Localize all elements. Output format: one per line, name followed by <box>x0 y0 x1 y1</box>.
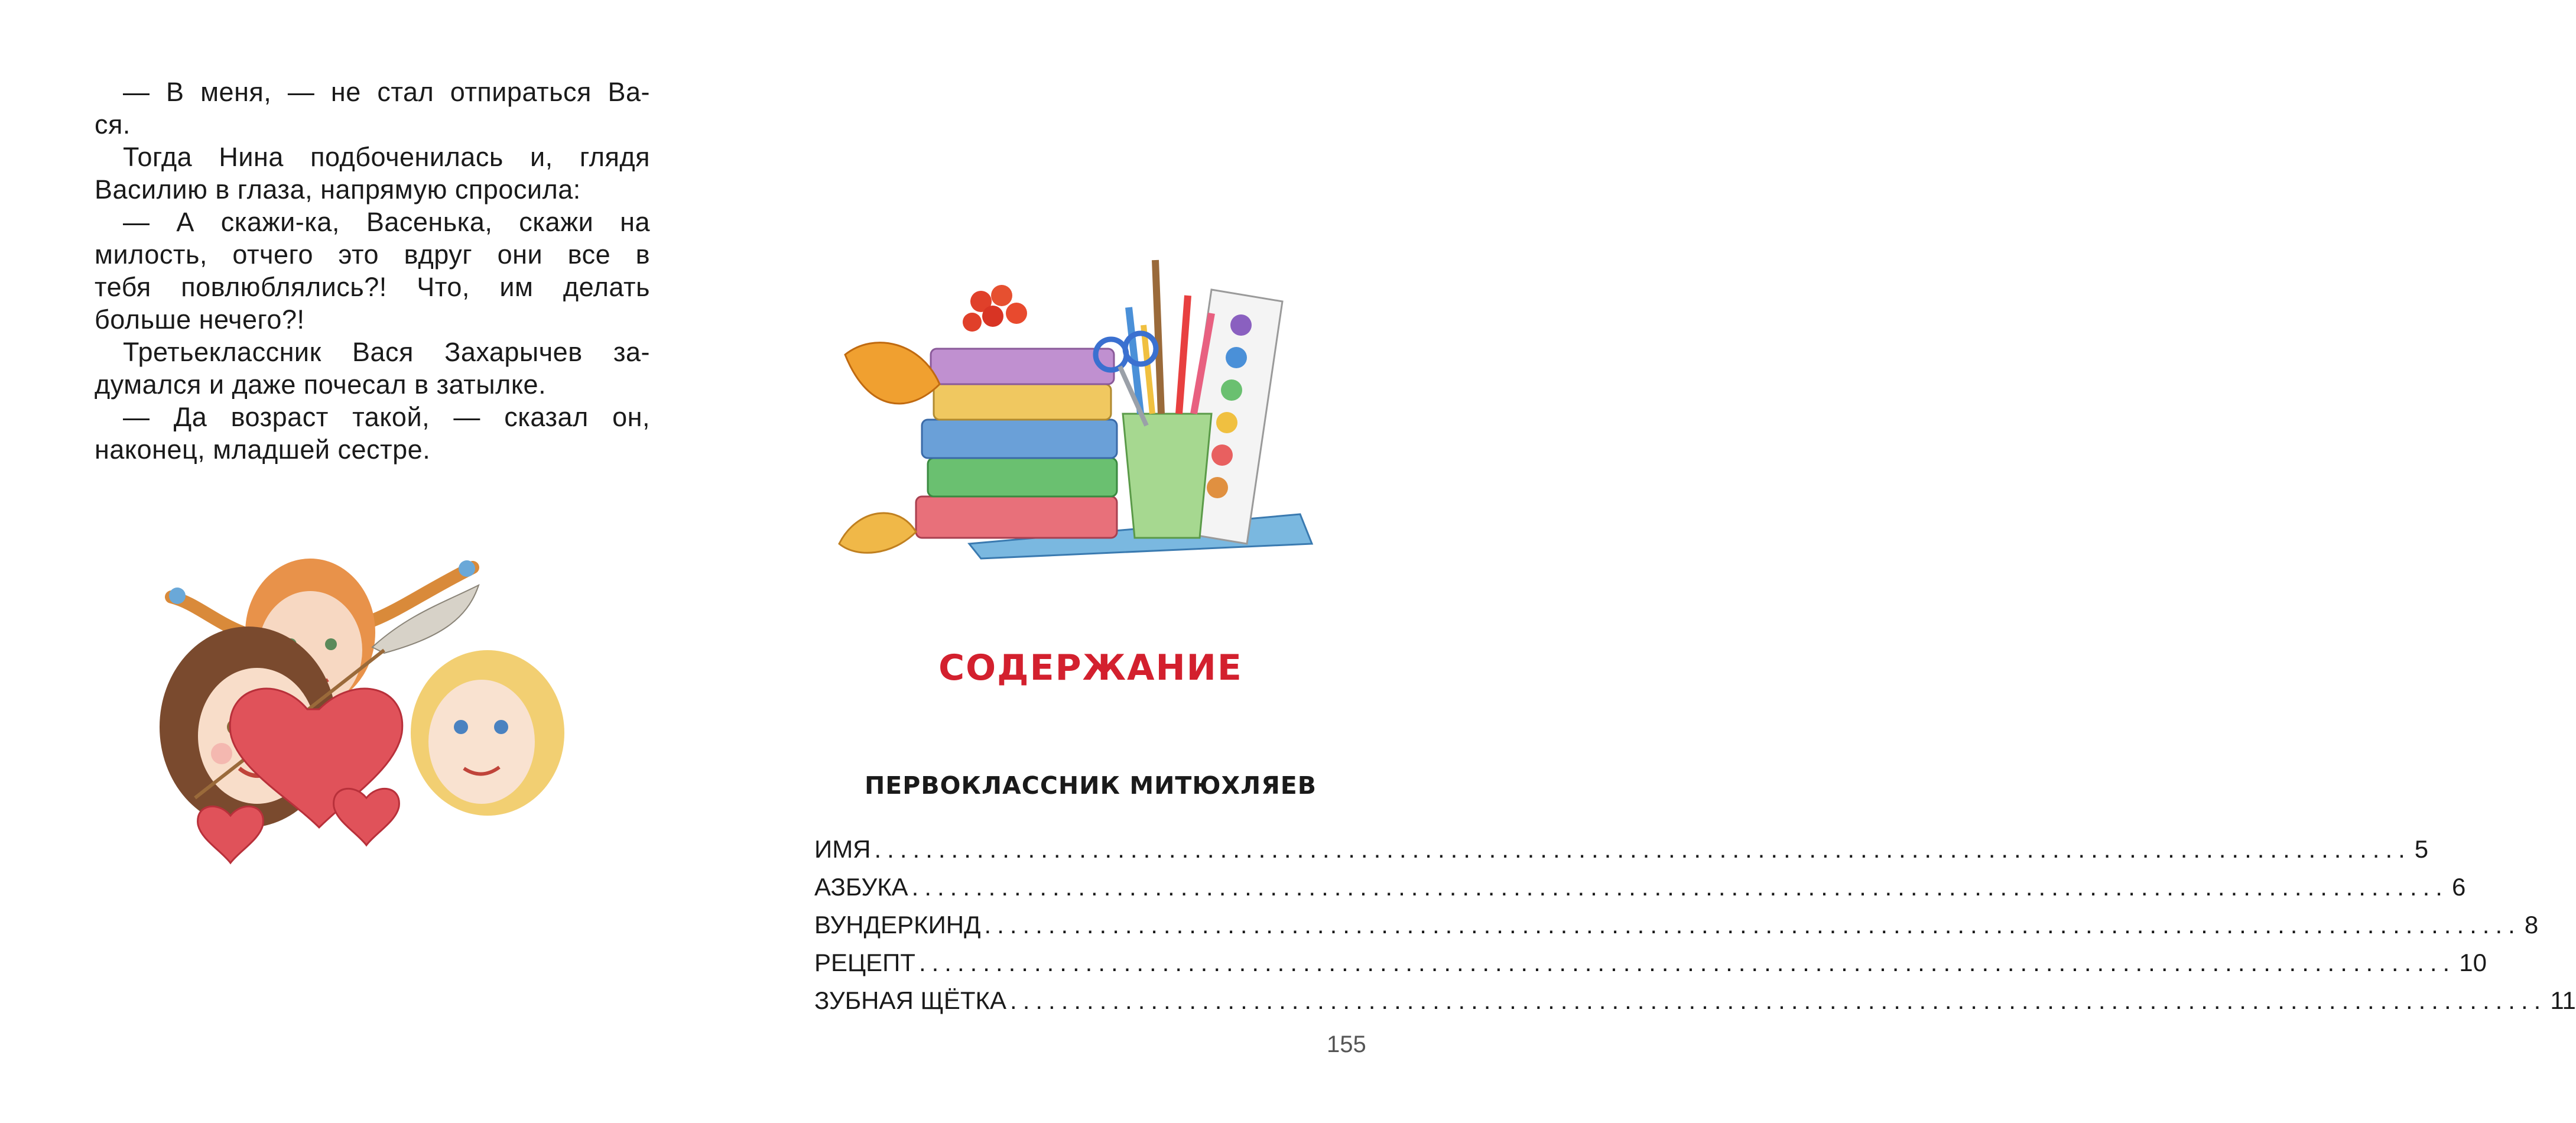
story-line: — Да возраст такой, — сказал он, <box>123 402 650 432</box>
school-supplies-illustration <box>833 236 1318 573</box>
story-line: наконец, младшей сестре. <box>95 434 431 465</box>
story-line: Третьеклассник Вася Захарычев за- <box>123 337 650 367</box>
story-line: милость, отчего это вдруг они все в <box>95 239 650 270</box>
story-line: думался и даже почесал в затылке. <box>95 369 547 400</box>
toc-entry-page: 5 <box>2414 835 2429 863</box>
girls-heart-illustration <box>160 550 621 869</box>
toc-entry-title: ЗУБНАЯ ЩЁТКА <box>814 986 1007 1014</box>
toc-entry-title: РЕЦЕПТ <box>814 949 915 976</box>
toc-dot-leader: ........................................................................................................................ <box>918 949 2456 976</box>
toc-entry-title: ИМЯ <box>814 835 871 863</box>
toc-list <box>814 830 2576 1020</box>
toc-dot-leader: ........................................................................................................................ <box>984 911 2521 939</box>
toc-entry-page: 8 <box>2524 911 2539 939</box>
page-number: 155 <box>1327 1031 1366 1057</box>
story-line: — В меня, — не стал отпираться Ва- <box>123 77 650 107</box>
right-page <box>727 0 2576 1123</box>
story-line: Василию в глаза, напрямую спросила: <box>95 174 581 205</box>
toc-entry-title: АЗБУКА <box>814 873 908 901</box>
toc-entry <box>814 830 2429 868</box>
toc-entry <box>814 906 2539 944</box>
toc-entry <box>814 868 2466 906</box>
toc-dot-leader: ........................................................................................................................ <box>1010 986 2547 1014</box>
story-line: Тогда Нина подбоченилась и, глядя <box>123 142 650 172</box>
toc-entry-page: 11 <box>2550 986 2576 1014</box>
toc-heading: СОДЕРЖАНИЕ <box>938 647 1243 689</box>
toc-entry <box>814 982 2576 1020</box>
story-text <box>95 76 650 466</box>
story-line: больше нечего?! <box>95 304 305 335</box>
toc-dot-leader: ........................................................................................................................ <box>911 873 2448 901</box>
toc-entry <box>814 944 2487 982</box>
toc-dot-leader: ........................................................................................................................ <box>874 835 2411 863</box>
toc-entry-title: ВУНДЕРКИНД <box>814 911 981 939</box>
left-page <box>0 0 727 1123</box>
toc-entry-page: 10 <box>2459 949 2487 976</box>
story-line: ся. <box>95 109 131 139</box>
story-line: тебя повлюблялись?! Что, им делать <box>95 272 650 302</box>
toc-entry-page: 6 <box>2451 873 2466 901</box>
story-line: — А скажи-ка, Васенька, скажи на <box>123 207 650 237</box>
toc-section-title: ПЕРВОКЛАССНИК МИТЮХЛЯЕВ <box>864 771 1317 800</box>
